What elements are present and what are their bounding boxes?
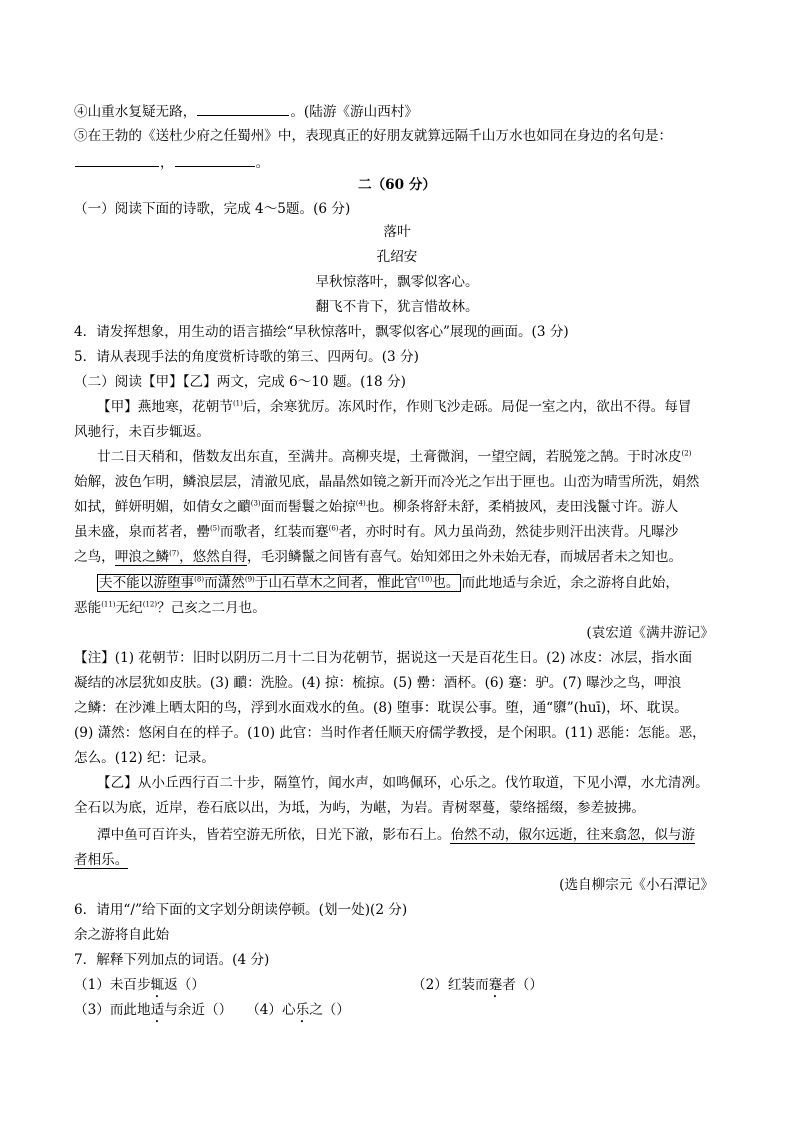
passage-jia-line: 风驰行，未百步辄返。 xyxy=(74,424,210,440)
item5-end: 。 xyxy=(255,155,270,171)
notes-line: 【注】(1) 花朝节：旧时以阴历二月十二日为花朝节，据说这一天是百花生日。(2) 冰皮：冰层，指水面 xyxy=(74,650,693,666)
text: （3）而此地 xyxy=(74,1002,151,1018)
dotted-word: 辄 xyxy=(150,977,165,993)
notes-line: 怎么。(12) 纪：记录。 xyxy=(74,750,215,766)
notes-line: (9) 潇然：悠闲自在的样子。(10) 此官：当时作者任顺天府儒学教授，是个闲职。(11) 恶能：怎能。恶， xyxy=(74,725,706,741)
question-7-item xyxy=(74,976,205,1001)
text: 于山石草木之间者，惟此官 xyxy=(254,575,418,591)
footnote-marker: (4) xyxy=(355,499,366,508)
text: （4）心 xyxy=(246,1002,296,1018)
answer-blank xyxy=(197,101,289,116)
footnote-marker: (6) xyxy=(328,524,339,533)
poem-line: 翻飞不肯下，犹言惜故林。 xyxy=(315,299,479,315)
text: 而歌者，红装而蹇 xyxy=(219,524,329,540)
passage-jia-line xyxy=(74,498,678,516)
dotted-word: 乐 xyxy=(295,1002,310,1018)
question-6-text: 余之游将自此始 xyxy=(74,927,170,943)
passage-jia-line xyxy=(97,398,691,416)
passage-jia-line xyxy=(74,548,682,566)
question-4: 4．请发挥想象，用生动的语言描绘“早秋惊落叶，飘零似客心”展现的画面。(3 分) xyxy=(74,324,569,340)
text: 后，余寒犹厉。冻风时作，作则飞沙走砾。局促一室之内，欲出不得。每冒 xyxy=(242,399,692,415)
text: 之鸟， xyxy=(74,549,115,565)
notes-line: 凝结的冰层犹如皮肤。(3) 靧：洗脸。(4) 掠：梳掠。(5) 罍：酒杯。(6) 蹇：驴。(7) 曝沙之鸟，呷浪 xyxy=(74,675,682,691)
passage-yi-line: 全石以为底，近岸，卷石底以出，为坻，为屿，为嵁，为岩。青树翠蔓，蒙络摇缀，参差披拂。 xyxy=(74,800,645,816)
passage-yi-source: (选自柳宗元《小石潭记》 xyxy=(559,877,714,893)
item5-comma: ， xyxy=(160,155,174,171)
answer-blank xyxy=(75,152,159,167)
footnote-marker: (2) xyxy=(681,449,692,458)
item4-suffix: 。(陆游《游山西村》 xyxy=(290,104,418,120)
poem-line: 早秋惊落叶，飘零似客心。 xyxy=(315,274,479,290)
text: 也。 xyxy=(432,575,460,591)
passage-jia-line: 始解，波色乍明，鳞浪层层，清澈见底，晶晶然如镜之新开而冷光之乍出于匣也。山峦为晴雪所洗，娟然 xyxy=(74,474,700,490)
poem-fill-item-5: ⑤在王勃的《送杜少府之任蜀州》中，表现真正的好朋友就算远隔千山万水也如同在身边的名句是： xyxy=(74,128,673,144)
underlined-sentence: 佁然不动，俶尔远逝，往来翕忽，似与游 xyxy=(450,827,696,843)
footnote-marker: (3) xyxy=(250,499,261,508)
passage-jia-line xyxy=(97,448,691,466)
text: 【甲】燕地寒，花朝节 xyxy=(97,399,233,415)
passage-yi-line xyxy=(97,826,695,844)
text: 面而髻鬟之始掠 xyxy=(260,499,356,515)
passage-yi-line xyxy=(74,851,128,869)
text: 与余近（） xyxy=(164,1002,233,1018)
text: 如拭，鲜妍明媚，如倩女之靧 xyxy=(74,499,251,515)
text: 而潇然 xyxy=(204,575,245,591)
text: 者（） xyxy=(502,977,543,993)
text: 廿二日天稍和，偕数友出东直，至满井。高柳夹堤，土膏微润，一望空阔，若脱笼之鹄。于时冰皮 xyxy=(97,449,682,465)
footnote-marker: (5) xyxy=(209,524,220,533)
poem-fill-item-4 xyxy=(74,101,418,121)
text: ？己亥之二月也。 xyxy=(157,600,266,616)
passage-jia-line xyxy=(97,574,679,592)
passage-jia-line xyxy=(74,599,266,617)
part2-heading: （二）阅读【甲】【乙】两文，完成 6～10 题。(18 分) xyxy=(74,374,406,390)
footnote-marker: (1) xyxy=(232,399,243,408)
text: （1）未百步 xyxy=(74,977,151,993)
footnote-marker: (8) xyxy=(194,575,205,584)
section-title: 二（60 分） xyxy=(357,177,437,193)
text: 夫不能以游堕事 xyxy=(99,575,195,591)
text: 而此地适与余近，余之游将自此始， xyxy=(461,575,679,591)
passage-jia-source: (袁宏道《满井游记》 xyxy=(586,625,714,641)
text: 无纪 xyxy=(115,600,143,616)
passage-jia-line xyxy=(74,523,678,541)
text: （2）红装而 xyxy=(412,977,489,993)
dotted-word: 蹇 xyxy=(488,977,503,993)
question-7-item xyxy=(412,976,543,1001)
text: ，悠然自得 xyxy=(179,549,248,565)
question-7-item xyxy=(74,1001,350,1026)
poem-author: 孔绍安 xyxy=(376,249,418,265)
question-7: 7．解释下列加点的词语。(4 分) xyxy=(74,952,270,968)
text: 呷浪之鳞 xyxy=(114,549,170,565)
passage-yi-line: 【乙】从小丘西行百二十步，隔篁竹，闻水声，如鸣佩环，心乐之。伐竹取道，下见小潭，水尤清冽。 xyxy=(97,775,709,791)
text: 也。柳条将舒未舒，柔梢披风，麦田浅鬣寸许。游人 xyxy=(365,499,679,515)
answer-blank xyxy=(175,152,255,167)
underlined-sentence xyxy=(115,549,247,566)
item4-prefix: ④山重水复疑无路， xyxy=(74,104,197,120)
text: 之（） xyxy=(309,1002,350,1018)
text: 返（） xyxy=(164,977,205,993)
underlined-sentence: 者相乐。 xyxy=(74,852,129,868)
question-6: 6．请用“/”给下面的文字划分朗读停顿。(划一处)(2 分) xyxy=(74,902,408,918)
notes-line: 之鳞：在沙滩上晒太阳的鸟，浮到水面戏水的鱼。(8) 堕事：耽误公事。堕，通“隳”(huī)，坏、耽误。 xyxy=(74,700,688,716)
text: 潭中鱼可百许头，皆若空游无所依，日光下澈，影布石上。 xyxy=(97,827,451,843)
dotted-word: 适 xyxy=(150,1002,165,1018)
text: 者，亦时时有。风力虽尚劲，然徒步则汗出浃背。凡曝沙 xyxy=(338,524,679,540)
text: 恶能 xyxy=(74,600,102,616)
poem-fill-item-5-blanks xyxy=(74,152,269,172)
footnote-marker: (9) xyxy=(244,575,255,584)
poem-title: 落叶 xyxy=(383,224,411,240)
footnote-marker: (7) xyxy=(169,549,180,558)
boxed-sentence xyxy=(97,574,461,592)
footnote-marker: (11) xyxy=(101,600,116,609)
question-5: 5．请从表现手法的角度赏析诗歌的第三、四两句。(3 分) xyxy=(74,349,419,365)
footnote-marker: (10) xyxy=(417,575,433,584)
text: ，毛羽鳞鬣之间皆有喜气。始知郊田之外未始无春，而城居者未之知也。 xyxy=(247,549,683,565)
footnote-marker: (12) xyxy=(142,600,158,609)
part1-heading: （一）阅读下面的诗歌，完成 4～5题。(6 分) xyxy=(74,201,351,217)
text: 虽未盛，泉而茗者，罍 xyxy=(74,524,210,540)
